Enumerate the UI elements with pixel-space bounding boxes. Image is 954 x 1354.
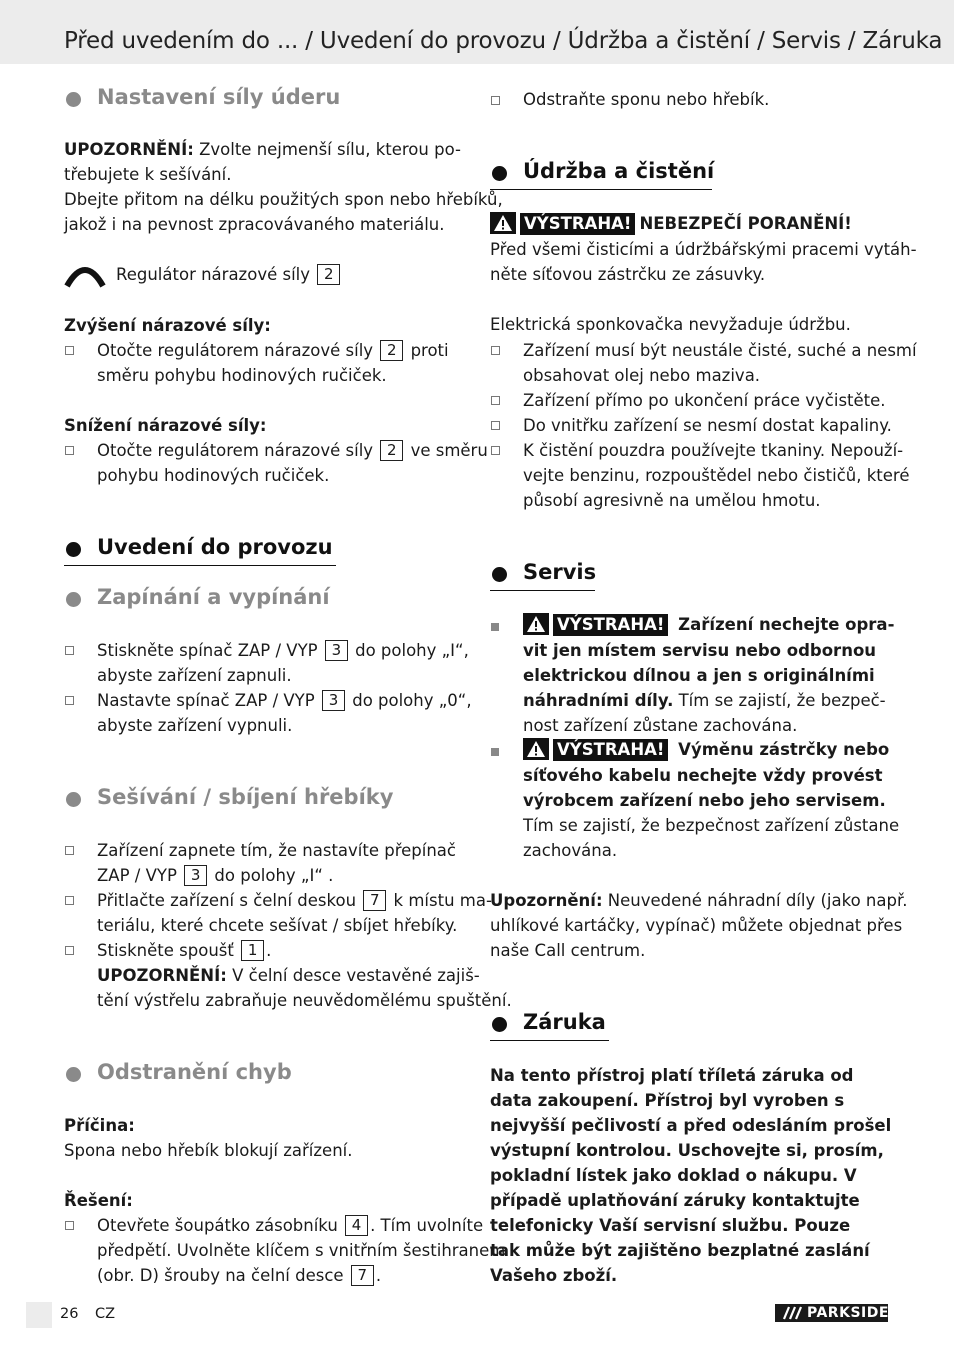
list-bullet-icon (65, 446, 74, 455)
list-bullet-icon (65, 346, 74, 355)
warranty-line: Vašeho zboží. (490, 1266, 618, 1285)
brand-logo: PARKSIDE (775, 1304, 888, 1322)
increase-title: Zvýšení nárazové síly: (64, 316, 271, 335)
paragraph-line: něte síťovou zástrčku ze zásuvky. (490, 265, 766, 284)
list-item-line: působí agresivně na umělou hmotu. (523, 491, 821, 510)
list-bullet-icon (65, 846, 74, 855)
page-header (0, 0, 954, 64)
list-item: Otočte regulátorem nárazové síly 2 ve směru (97, 441, 488, 460)
part-ref: 2 (380, 340, 403, 361)
warranty-line: data zakoupení. Přístroj byl vyroben s (490, 1091, 845, 1110)
warranty-line: Na tento přístroj platí tříletá záruka od (490, 1066, 854, 1085)
warranty-line: nejvyšší pečlivostí a před odesláním prošel (490, 1116, 892, 1135)
warranty-line: telefonicky Vaší servisní službu. Pouze (490, 1216, 851, 1235)
warning-text-line: elektrickou dílnou a jen s originálními (523, 666, 875, 685)
list-item-line: předpětí. Uvolněte klíčem s vnitřním šestihranem (97, 1241, 506, 1260)
note-safety: UPOZORNĚNÍ: V čelní desce vestavěné zajiš- (97, 966, 480, 985)
solution-title: Řešení: (64, 1191, 133, 1210)
section-bullet-icon (66, 542, 81, 557)
warranty-line: výstupní kontrolou. Uschovejte si, prosím, (490, 1141, 884, 1160)
part-ref: 3 (184, 865, 207, 886)
page-number: 26 (60, 1306, 79, 1322)
warning-triangle-icon (523, 613, 549, 635)
section-title-maintenance: Údržba a čistění (523, 159, 715, 183)
warning-badge: VÝSTRAHA! (553, 739, 668, 761)
warning-text-line: síťového kabelu nechejte vždy provést (523, 766, 883, 785)
list-bullet-icon (491, 748, 499, 756)
warning-text-line: vit jen místem servisu nebo odbornou (523, 641, 877, 660)
list-item: Do vnitřku zařízení se nesmí dostat kapaliny. (523, 416, 892, 435)
section-bullet-icon (492, 1017, 507, 1032)
warning-badge: VÝSTRAHA! (520, 213, 635, 235)
warranty-line: pokladní lístek jako doklad o nákupu. V (490, 1166, 857, 1185)
warning-badge: VÝSTRAHA! (553, 614, 668, 636)
cause-text: Spona nebo hřebík blokují zařízení. (64, 1141, 353, 1160)
list-bullet-icon (65, 696, 74, 705)
list-item: Zařízení zapnete tím, že nastavíte přepínač (97, 841, 456, 860)
list-bullet-icon (65, 946, 74, 955)
note-spare-parts-line: naše Call centrum. (490, 941, 646, 960)
list-item: Stiskněte spínač ZAP / VYP 3 do polohy „I“, (97, 641, 469, 660)
warning-line: VÝSTRAHA! Zařízení nechejte opra- (523, 612, 894, 637)
list-bullet-icon (491, 446, 500, 455)
warning-line: VÝSTRAHA! NEBEZPEČÍ PORANĚNÍ! (490, 211, 852, 236)
list-bullet-icon (491, 96, 500, 105)
note-strength-line: Dbejte přitom na délku použitých spon nebo hřebíků, (64, 190, 503, 209)
section-title-switching: Zapínání a vypínání (97, 585, 330, 609)
decrease-title: Snížení nárazové síly: (64, 416, 267, 435)
warning-text-line: výrobcem zařízení nebo jeho servisem. (523, 791, 886, 810)
list-bullet-icon (491, 623, 499, 631)
note-strength-line: jakož i na pevnost zpracovávaného materiálu. (64, 215, 445, 234)
part-ref: 3 (325, 640, 348, 661)
note-spare-parts: Upozornění: Neuvedené náhradní díly (jako např. (490, 891, 908, 910)
list-item-line: teriálu, které chcete sešívat / sbíjet hřebíky. (97, 916, 458, 935)
part-ref: 3 (322, 690, 345, 711)
list-item: Otočte regulátorem nárazové síly 2 proti (97, 341, 449, 360)
page-title: Před uvedením do ... / Uvedení do provozu / Údržba a čistění / Servis / Záruka (64, 28, 943, 54)
warning-text-line: zachována. (523, 841, 618, 860)
part-ref: 2 (380, 440, 403, 461)
list-item: Zařízení přímo po ukončení práce vyčistěte. (523, 391, 886, 410)
paragraph-line: Elektrická sponkovačka nevyžaduje údržbu. (490, 315, 851, 334)
section-underline (64, 565, 336, 566)
warranty-line: tak může být zajištěno bezplatné zaslání (490, 1241, 870, 1260)
logo-stripes-icon (781, 1304, 803, 1322)
list-item: Stiskněte spoušť 1 . (97, 941, 272, 960)
section-title-troubleshooting: Odstranění chyb (97, 1060, 292, 1084)
list-bullet-icon (65, 896, 74, 905)
part-ref: 7 (363, 890, 386, 911)
part-ref: 7 (351, 1265, 374, 1286)
list-item: Otevřete šoupátko zásobníku 4 . Tím uvolníte (97, 1216, 484, 1235)
section-title-stapling: Sešívání / sbíjení hřebíky (97, 785, 394, 809)
list-bullet-icon (491, 346, 500, 355)
section-bullet-icon (492, 166, 507, 181)
note-strength-line: třebujete k sešívání. (64, 165, 232, 184)
list-item-line: směru pohybu hodinových ručiček. (97, 366, 387, 385)
list-item-line: vejte benzinu, rozpouštědel nebo čističů, které (523, 466, 910, 485)
list-item-line: obsahovat olej nebo maziva. (523, 366, 761, 385)
warning-triangle-icon (523, 738, 549, 760)
list-item: Odstraňte sponu nebo hřebík. (523, 90, 770, 109)
regulator-label: Regulátor nárazové síly 2 (116, 262, 342, 287)
list-bullet-icon (491, 396, 500, 405)
list-item: Nastavte spínač ZAP / VYP 3 do polohy „0“, (97, 691, 472, 710)
rotation-arc-icon (64, 262, 106, 288)
warning-text-line: nost zařízení zůstane zachována. (523, 716, 798, 735)
part-ref: 1 (241, 940, 264, 961)
note-spare-parts-line: uhlíkové kartáčky, vypínač) můžete objednat přes (490, 916, 903, 935)
warning-line: VÝSTRAHA! Výměnu zástrčky nebo (523, 737, 889, 762)
section-bullet-icon (66, 1067, 81, 1082)
list-bullet-icon (65, 646, 74, 655)
section-title-startup: Uvedení do provozu (97, 535, 333, 559)
list-item: Zařízení musí být neustále čisté, suché a nesmí (523, 341, 917, 360)
list-item: Přitlačte zařízení s čelní deskou 7 k místu ma- (97, 891, 492, 910)
section-underline (490, 590, 595, 591)
section-bullet-icon (66, 592, 81, 607)
list-item-line: abyste zařízení zapnuli. (97, 666, 292, 685)
list-item-line: pohybu hodinových ručiček. (97, 466, 330, 485)
list-item-line: ZAP / VYP 3 do polohy „I“ . (97, 866, 334, 885)
language-code: CZ (95, 1306, 116, 1322)
warranty-line: případě uplatňování záruky kontaktujte (490, 1191, 860, 1210)
part-ref: 4 (345, 1215, 368, 1236)
list-bullet-icon (65, 1221, 74, 1230)
cause-title: Příčina: (64, 1116, 135, 1135)
list-item-line: abyste zařízení vypnuli. (97, 716, 293, 735)
list-bullet-icon (491, 421, 500, 430)
section-title-warranty: Záruka (523, 1010, 606, 1034)
paragraph-line: Před všemi čisticími a údržbářskými pracemi vytáh- (490, 240, 917, 259)
warning-text-line: Tím se zajistí, že bezpečnost zařízení zůstane (523, 816, 900, 835)
list-item: K čistění pouzdra používejte tkaniny. Nepouží- (523, 441, 904, 460)
section-title-service: Servis (523, 560, 597, 584)
section-underline (490, 189, 712, 190)
note-strength: UPOZORNĚNÍ: Zvolte nejmenší sílu, kterou po- (64, 140, 461, 159)
note-safety-line: tění výstřelu zabraňuje neuvědomělému spuštění. (97, 991, 512, 1010)
warning-triangle-icon (490, 212, 516, 234)
part-ref: 2 (317, 264, 340, 285)
section-bullet-icon (66, 792, 81, 807)
warning-text-line: náhradními díly. Tím se zajistí, že bezpeč- (523, 691, 886, 710)
list-item-line: (obr. D) šrouby na čelní desce 7 . (97, 1266, 382, 1285)
section-underline (490, 1040, 609, 1041)
section-title-strength: Nastavení síly úderu (97, 85, 341, 109)
section-bullet-icon (492, 567, 507, 582)
footer-marker (26, 1302, 52, 1328)
section-bullet-icon (66, 92, 81, 107)
